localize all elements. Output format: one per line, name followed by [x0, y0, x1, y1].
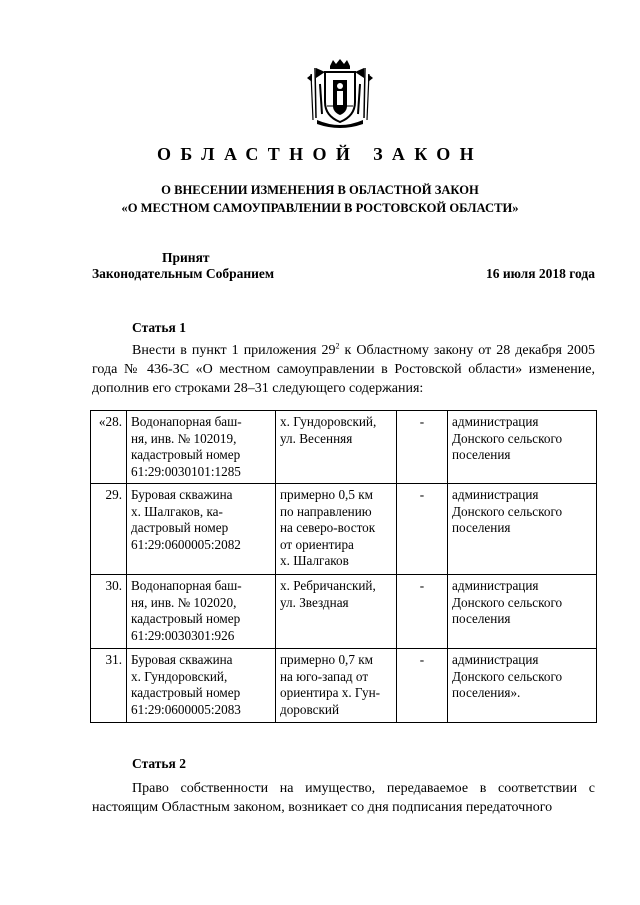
cell-line: дастровый номер — [131, 520, 229, 535]
cell-line: 61:29:0600005:2083 — [131, 701, 241, 717]
object-dash: - — [397, 411, 448, 484]
cell-line: поселения». — [452, 685, 521, 700]
cell-line: поселения — [452, 447, 511, 462]
row-number: 31. — [91, 649, 127, 723]
object-owner — [448, 411, 597, 484]
cell-line: администрация — [452, 652, 539, 667]
coat-of-arms-icon — [303, 58, 377, 132]
object-owner — [448, 649, 597, 723]
cell-line: администрация — [452, 414, 539, 429]
cell-line: кадастровый номер — [131, 685, 241, 700]
cell-line: х. Ребричанский, — [280, 578, 376, 593]
row-number: 29. — [91, 484, 127, 575]
cell-line: Буровая скважина — [131, 487, 233, 502]
cell-line: Донского сельского — [452, 503, 563, 519]
cell-line: 61:29:0030301:926 — [131, 627, 235, 643]
cell-line: по направлению — [280, 503, 372, 519]
cell-line: Донского сельского — [452, 594, 563, 610]
table-row — [91, 575, 597, 649]
amendment-table — [90, 410, 597, 723]
object-owner — [448, 484, 597, 575]
cell-line: кадастровый номер — [131, 447, 241, 462]
cell-line: ня, инв. № 102020, — [131, 594, 237, 610]
cell-line: Донского сельского — [452, 430, 563, 446]
cell-line: доровский — [280, 701, 340, 717]
cell-line: Буровая скважина — [131, 652, 233, 667]
article-1-text — [92, 341, 595, 398]
cell-line: примерно 0,5 км — [280, 487, 373, 502]
cell-line: на юго-запад от — [280, 668, 369, 684]
object-name — [127, 575, 276, 649]
cell-line: поселения — [452, 611, 511, 626]
adopted-date: 16 июля 2018 года — [486, 266, 595, 281]
cell-line: кадастровый номер — [131, 611, 241, 626]
cell-line: администрация — [452, 487, 539, 502]
object-name — [127, 649, 276, 723]
article-1-text-end: к Областному закону от 28 декабря 2005 года № 436-ЗС «О местном самоуправлении в Ростовской области» изменение, дополнив его строками 28–31 следующего содержания: — [92, 343, 595, 396]
article-1-superscript: 2 — [335, 341, 340, 351]
table-row — [91, 411, 597, 484]
law-title: ОБЛАСТНОЙ ЗАКОН — [157, 144, 483, 164]
cell-line: ня, инв. № 102019, — [131, 430, 237, 446]
cell-line: поселения — [452, 520, 511, 535]
cell-line: х. Гундоровский, — [131, 668, 228, 684]
cell-line: от ориентира — [280, 536, 354, 552]
object-dash: - — [397, 575, 448, 649]
object-name — [127, 411, 276, 484]
cell-line: на северо-восток — [280, 520, 376, 535]
table-row — [91, 484, 597, 575]
cell-line: х. Шалгаков — [280, 553, 349, 568]
cell-line: Донского сельского — [452, 668, 563, 684]
row-number: 30. — [91, 575, 127, 649]
object-address — [276, 484, 397, 575]
cell-line: х. Гундоровский, — [280, 414, 377, 429]
cell-line: ориентира х. Гун- — [280, 685, 381, 700]
cell-line: примерно 0,7 км — [280, 652, 373, 667]
cell-line: х. Шалгаков, ка- — [131, 503, 223, 519]
cell-line: ул. Весенняя — [280, 430, 353, 446]
cell-line: 61:29:0600005:2082 — [131, 536, 241, 552]
object-address — [276, 649, 397, 723]
cell-line: Водонапорная баш- — [131, 414, 242, 429]
cell-line: Водонапорная баш- — [131, 578, 242, 593]
article-2-text: Право собственности на имущество, передаваемое в соответствии с настоящим Областным законом, возникает со дня подписания передаточного — [92, 781, 595, 815]
subtitle-line-2: «О МЕСТНОМ САМОУПРАВЛЕНИИ В РОСТОВСКОЙ ОБЛАСТИ» — [121, 201, 519, 215]
cell-line: администрация — [452, 578, 539, 593]
cell-line: ул. Звездная — [280, 594, 349, 610]
object-address — [276, 575, 397, 649]
row-number: «28. — [91, 411, 127, 484]
adopted-body: Законодательным Собранием — [92, 266, 275, 281]
cell-line: 61:29:0030101:1285 — [131, 463, 241, 479]
table-row — [91, 649, 597, 723]
law-subtitle — [0, 181, 640, 217]
article-1-heading: Статья 1 — [132, 320, 186, 335]
article-2-heading: Статья 2 — [132, 756, 186, 771]
object-name — [127, 484, 276, 575]
subtitle-line-1: О ВНЕСЕНИИ ИЗМЕНЕНИЯ В ОБЛАСТНОЙ ЗАКОН — [161, 183, 479, 197]
object-dash: - — [397, 649, 448, 723]
adopted-label: Принят — [162, 250, 210, 265]
object-address — [276, 411, 397, 484]
article-1-text-start: Внести в пункт 1 приложения 29 — [132, 343, 336, 358]
object-owner — [448, 575, 597, 649]
object-dash: - — [397, 484, 448, 575]
